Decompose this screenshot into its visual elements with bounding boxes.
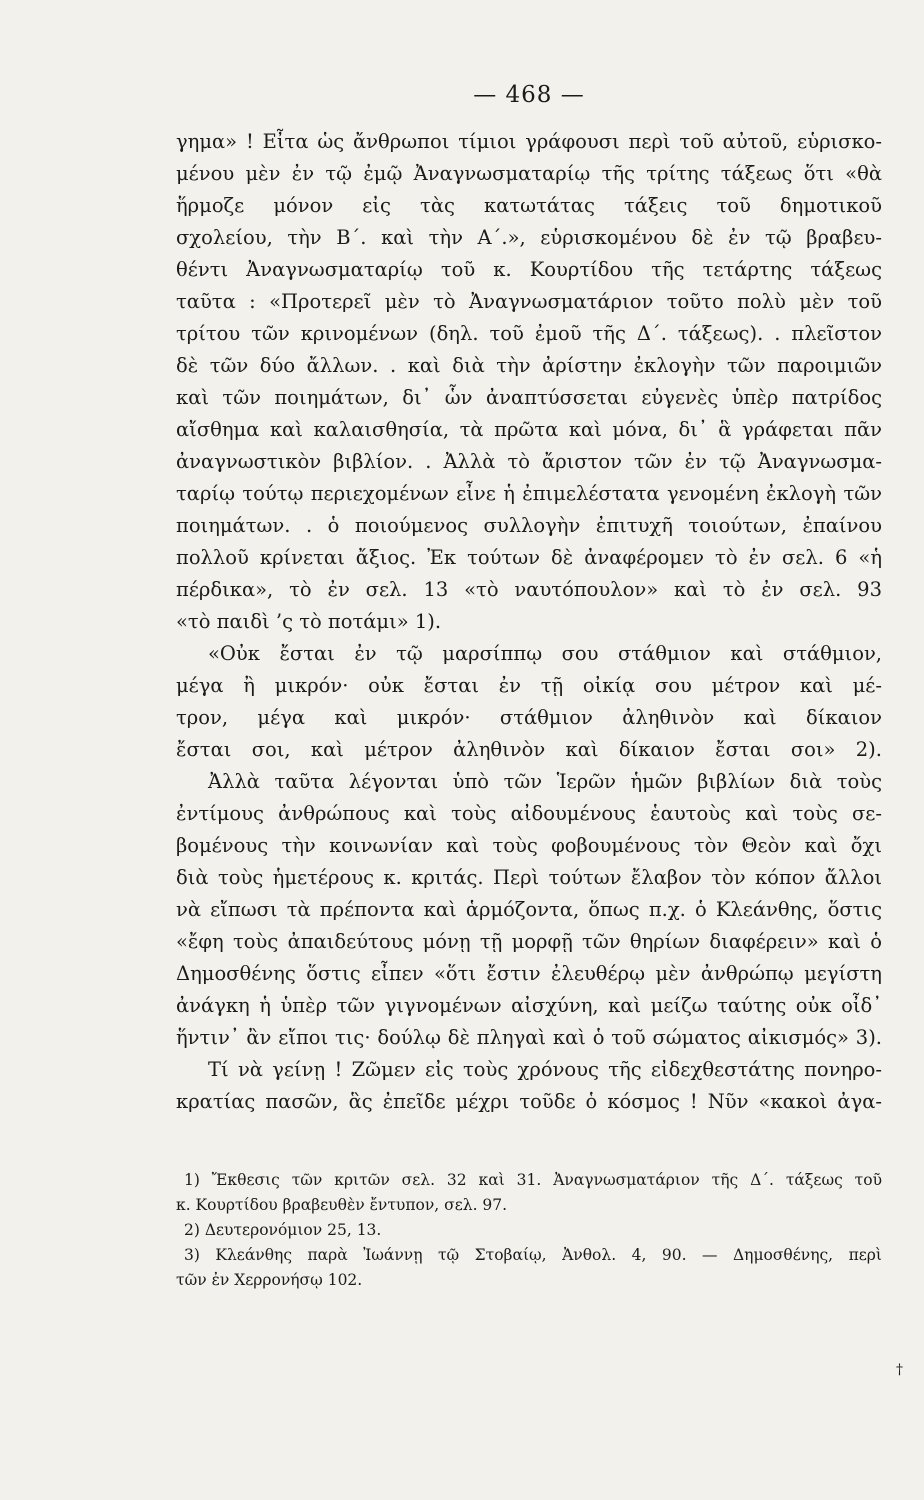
text-line: πέρδικα», τὸ ἐν σελ. 13 «τὸ ναυτόπουλον» καὶ τὸ ἐν σελ. 93 xyxy=(176,578,882,601)
text-line: διὰ τοὺς ἡμετέρους κ. κριτάς. Περὶ τούτων ἔλαβον τὸν κόπον ἄλλοι xyxy=(176,866,882,889)
footnote-line: κ. Κουρτίδου βραβευθὲν ἔντυπον, σελ. 97. xyxy=(176,1196,508,1214)
text-line: νὰ εἴπωσι τὰ πρέποντα καὶ ἁρμόζοντα, ὅπως π.χ. ὁ Κλεάνθης, ὅστις xyxy=(176,898,882,921)
text-line: ταρίῳ τούτῳ περιεχομένων εἶνε ἡ ἐπιμελέστατα γενομένη ἐκλογὴ τῶν xyxy=(176,482,882,505)
text-line: ποιημάτων. . ὁ ποιούμενος συλλογὴν ἐπιτυχῆ τοιούτων, ἐπαίνου xyxy=(176,514,882,537)
footnote-line: τῶν ἐν Χερρονήσῳ 102. xyxy=(176,1271,363,1289)
text-line: αἴσθημα καὶ καλαισθησία, τὰ πρῶτα καὶ μόνα, δι᾽ ἃ γράφεται πᾶν xyxy=(176,418,882,441)
text-line: Δημοσθένης ὅστις εἶπεν «ὅτι ἔστιν ἐλευθέρῳ μὲν ἀνθρώπῳ μεγίστη xyxy=(176,962,882,985)
text-line: ἥντιν᾽ ἂν εἴποι τις· δούλῳ δὲ πληγαὶ καὶ ὁ τοῦ σώματος αἰκισμός» 3). xyxy=(176,1026,882,1049)
footnotes xyxy=(176,1168,882,1293)
text-line: Ἀλλὰ ταῦτα λέγονται ὑπὸ τῶν Ἱερῶν ἡμῶν βιβλίων διὰ τοὺς xyxy=(208,770,882,793)
text-line: «τὸ παιδὶ ’ς τὸ ποτάμι» 1). xyxy=(176,610,442,633)
footnote-line: 3) Κλεάνθης παρὰ Ἰωάννῃ τῷ Στοβαίῳ, Ἀνθολ. 4, 90. — Δημοσθένης, περὶ xyxy=(184,1246,882,1264)
text-line: τρον, μέγα καὶ μικρόν· στάθμιον ἀληθινὸν καὶ δίκαιον xyxy=(176,706,882,729)
text-line: ἀναγνωστικὸν βιβλίον. . Ἀλλὰ τὸ ἄριστον τῶν ἐν τῷ Ἀναγνωσμα- xyxy=(176,450,882,473)
text-line: τρίτου τῶν κρινομένων (δηλ. τοῦ ἐμοῦ τῆς Δ΄. τάξεως). . πλεῖστον xyxy=(176,322,882,345)
text-line: βομένους τὴν κοινωνίαν καὶ τοὺς φοβουμένους τὸν Θεὸν καὶ ὄχι xyxy=(176,834,882,857)
text-line: ἀνάγκη ἡ ὑπὲρ τῶν γιγνομένων αἰσχύνη, καὶ μείζω ταύτης οὐκ οἶδ᾽ xyxy=(176,994,882,1017)
footnote-line: 2) Δευτερονόμιον 25, 13. xyxy=(184,1221,382,1239)
margin-mark: † xyxy=(896,1362,903,1378)
paragraph-2 xyxy=(176,638,882,766)
text-line: κρατίας πασῶν, ἃς ἐπεῖδε μέχρι τοῦδε ὁ κόσμος ! Νῦν «κακοὶ ἀγα- xyxy=(176,1090,882,1113)
text-line: ἥρμοζε μόνον εἰς τὰς κατωτάτας τάξεις τοῦ δημοτικοῦ xyxy=(176,194,882,217)
text-line: γημα» ! Εἶτα ὡς ἄνθρωποι τίμιοι γράφουσι περὶ τοῦ αὐτοῦ, εὑρισκο- xyxy=(176,130,882,153)
text-line: «ἔφη τοὺς ἀπαιδεύτους μόνῃ τῇ μορφῇ τῶν θηρίων διαφέρειν» καὶ ὁ xyxy=(176,930,882,953)
text-line: «Οὐκ ἔσται ἐν τῷ μαρσίππῳ σου στάθμιον καὶ στάθμιον, xyxy=(208,642,882,665)
page-number: — 468 — xyxy=(473,82,585,108)
paragraph-4 xyxy=(176,1054,882,1118)
text-line: πολλοῦ κρίνεται ἄξιος. Ἐκ τούτων δὲ ἀναφέρομεν τὸ ἐν σελ. 6 «ἡ xyxy=(176,546,882,569)
paragraph-3 xyxy=(176,766,882,1054)
text-line: θέντι Ἀναγνωσματαρίῳ τοῦ κ. Κουρτίδου τῆς τετάρτης τάξεως xyxy=(176,258,882,281)
text-line: σχολείου, τὴν Β΄. καὶ τὴν Α΄.», εὑρισκομένου δὲ ἐν τῷ βραβευ- xyxy=(176,226,882,249)
text-line: ἔσται σοι, καὶ μέτρον ἀληθινὸν καὶ δίκαιον ἔσται σοι» 2). xyxy=(176,738,882,761)
text-line: καὶ τῶν ποιημάτων, δι᾽ ὧν ἀναπτύσσεται εὐγενὲς ὑπὲρ πατρίδος xyxy=(176,386,882,409)
text-line: ἐντίμους ἀνθρώπους καὶ τοὺς αἰδουμένους ἑαυτοὺς καὶ τοὺς σε- xyxy=(176,802,882,825)
book-page xyxy=(176,82,882,1293)
footnote-line: 1) Ἔκθεσις τῶν κριτῶν σελ. 32 καὶ 31. Ἀναγνωσματάριον τῆς Δ΄. τάξεως τοῦ xyxy=(184,1171,882,1189)
text-line: μένου μὲν ἐν τῷ ἐμῷ Ἀναγνωσματαρίῳ τῆς τρίτης τάξεως ὅτι «θὰ xyxy=(176,162,882,185)
text-line: Τί νὰ γείνῃ ! Ζῶμεν εἰς τοὺς χρόνους τῆς εἰδεχθεστάτης πονηρο- xyxy=(208,1058,882,1081)
paragraph-1 xyxy=(176,126,882,638)
text-line: μέγα ἢ μικρόν· οὐκ ἔσται ἐν τῇ οἰκίᾳ σου μέτρον καὶ μέ- xyxy=(176,674,882,697)
text-line: δὲ τῶν δύο ἄλλων. . καὶ διὰ τὴν ἀρίστην ἐκλογὴν τῶν παροιμιῶν xyxy=(176,354,882,377)
text-line: ταῦτα : «Προτερεῖ μὲν τὸ Ἀναγνωσματάριον τοῦτο πολὺ μὲν τοῦ xyxy=(176,290,882,313)
